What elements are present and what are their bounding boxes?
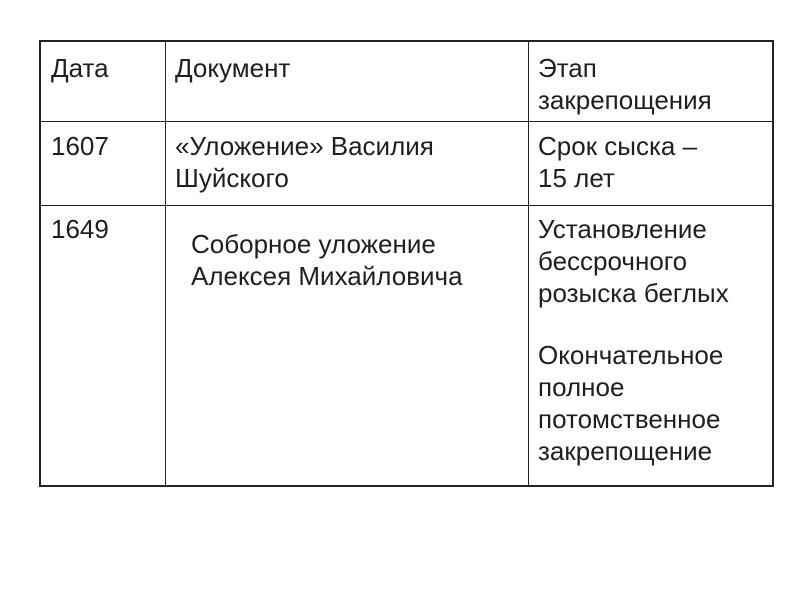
header-date: Дата <box>51 53 109 83</box>
row-divider <box>41 121 772 122</box>
row-1649-stage-extra: Окончательное полное потомственное закрепощение <box>538 340 724 466</box>
serfdom-table <box>39 40 774 487</box>
header-stage: Этап закрепощения <box>538 53 712 115</box>
row-1607-document: «Уложение» Василия Шуйского <box>175 131 434 193</box>
row-1649-document: Соборное уложение Алексея Михайловича <box>191 229 463 291</box>
row-1649-stage: Установление бессрочного розыска беглых <box>538 214 729 308</box>
row-1607-date: 1607 <box>51 131 109 161</box>
row-1607-stage: Срок сыска – 15 лет <box>538 131 698 193</box>
row-divider <box>41 205 772 206</box>
row-1649-date: 1649 <box>51 214 109 244</box>
column-divider <box>165 42 166 485</box>
column-divider <box>528 42 529 485</box>
header-document: Документ <box>175 53 291 83</box>
